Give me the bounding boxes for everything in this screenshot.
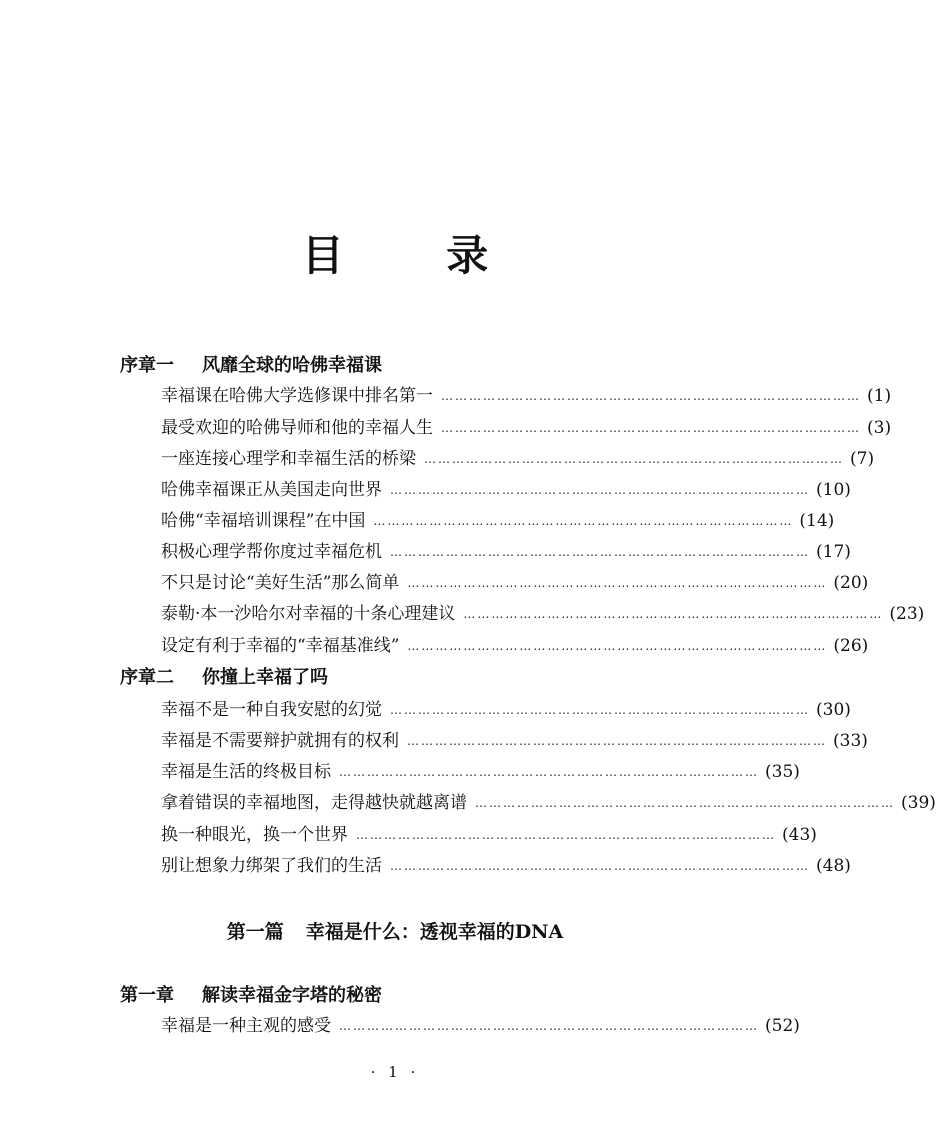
section-number: 第一章 <box>120 985 174 1006</box>
dot-leader: ……………………………………………………………………………… <box>407 576 828 590</box>
toc-entry[interactable] <box>161 446 875 472</box>
dot-leader: ……………………………………………………………………………… <box>424 452 844 466</box>
toc-entry-page: (23) <box>889 604 925 624</box>
section-title: 风靡全球的哈佛幸福课 <box>202 355 382 376</box>
toc-entry-title: 不只是讨论“美好生活”那么简单 <box>161 573 400 593</box>
toc-entry-page: (26) <box>833 636 869 656</box>
part-number: 第一篇 <box>226 921 284 943</box>
toc-entry-title: 拿着错误的幸福地图，走得越快就越离谱 <box>161 793 467 813</box>
dot-leader: ……………………………………………………………………………… <box>390 859 810 873</box>
toc-entry[interactable] <box>161 790 936 816</box>
toc-entry-page: (3) <box>867 418 892 438</box>
toc-entry-title: 幸福不是一种自我安慰的幻觉 <box>161 700 382 720</box>
dot-leader: ……………………………………………………………………………… <box>373 514 794 528</box>
toc-entry[interactable] <box>161 383 892 409</box>
toc-entry[interactable] <box>161 633 869 659</box>
dot-leader: ……………………………………………………………………………… <box>407 734 827 748</box>
toc-entry-title: 换一种眼光，换一个世界 <box>161 825 348 845</box>
toc-entry-page: (52) <box>765 1016 800 1036</box>
toc-entry-title: 设定有利于幸福的“幸福基准线” <box>161 636 400 656</box>
toc-entry-title: 一座连接心理学和幸福生活的桥梁 <box>161 449 416 469</box>
toc-entry-title: 最受欢迎的哈佛导师和他的幸福人生 <box>161 418 433 438</box>
toc-entry-title: 积极心理学帮你度过幸福危机 <box>161 542 382 562</box>
toc-entry-page: (1) <box>867 386 892 406</box>
toc-entry-page: (10) <box>816 480 851 500</box>
section-heading <box>120 353 382 379</box>
dot-leader: ……………………………………………………………………………… <box>339 765 759 779</box>
dot-leader: ……………………………………………………………………………… <box>407 639 828 653</box>
toc-entry[interactable] <box>161 822 817 848</box>
toc-entry-page: (48) <box>816 856 851 876</box>
dot-leader: ……………………………………………………………………………… <box>441 421 861 435</box>
toc-entry-title: 幸福是不需要辩护就拥有的权利 <box>161 731 399 751</box>
toc-entry-page: (17) <box>816 542 851 562</box>
toc-entry[interactable] <box>161 759 800 785</box>
toc-entry[interactable] <box>161 570 869 596</box>
toc-entry-title: 幸福是生活的终极目标 <box>161 762 331 782</box>
dot-leader: ……………………………………………………………………………… <box>463 607 884 621</box>
toc-entry-page: (30) <box>816 700 851 720</box>
toc-entry-title: 哈佛幸福课正从美国走向世界 <box>161 480 382 500</box>
toc-entry[interactable] <box>161 728 868 754</box>
dot-leader: ……………………………………………………………………………… <box>441 389 861 403</box>
toc-entry[interactable] <box>161 853 851 879</box>
section-title: 解读幸福金字塔的秘密 <box>202 985 382 1006</box>
toc-entry-page: (14) <box>799 511 835 531</box>
toc-entry-title: 别让想象力绑架了我们的生活 <box>161 856 382 876</box>
toc-entry[interactable] <box>161 601 925 627</box>
section-number: 序章一 <box>120 355 174 376</box>
section-heading <box>120 983 382 1009</box>
toc-entry-title: 幸福是一种主观的感受 <box>161 1016 331 1036</box>
dot-leader: ……………………………………………………………………………… <box>356 828 776 842</box>
section-heading <box>120 665 328 691</box>
dot-leader: ……………………………………………………………………………… <box>475 796 895 810</box>
section-title: 你撞上幸福了吗 <box>202 667 328 688</box>
dot-leader: ……………………………………………………………………………… <box>390 545 810 559</box>
toc-entry-page: (33) <box>833 731 868 751</box>
toc-entry-page: (39) <box>901 793 936 813</box>
dot-leader: ……………………………………………………………………………… <box>390 703 810 717</box>
toc-entry-title: 哈佛“幸福培训课程”在中国 <box>161 511 366 531</box>
toc-entry-title: 幸福课在哈佛大学选修课中排名第一 <box>161 386 433 406</box>
part-title: 幸福是什么：透视幸福的DNA <box>305 921 564 943</box>
dot-leader: ……………………………………………………………………………… <box>339 1019 759 1033</box>
part-heading <box>0 918 790 946</box>
toc-entry[interactable] <box>161 508 835 534</box>
page-title: 目 录 <box>301 231 533 280</box>
toc-entry[interactable] <box>161 539 851 565</box>
toc-entry-title: 泰勒·本一沙哈尔对幸福的十条心理建议 <box>161 604 456 624</box>
toc-entry-page: (20) <box>833 573 869 593</box>
toc-entry-page: (7) <box>850 449 875 469</box>
dot-leader: ……………………………………………………………………………… <box>390 483 810 497</box>
section-number: 序章二 <box>120 667 174 688</box>
toc-entry-page: (35) <box>765 762 800 782</box>
page-number: · 1 · <box>370 1063 420 1081</box>
toc-entry[interactable] <box>161 697 851 723</box>
toc-entry[interactable] <box>161 415 892 441</box>
toc-entry-page: (43) <box>782 825 817 845</box>
toc-entry[interactable] <box>161 477 851 503</box>
toc-entry[interactable] <box>161 1013 800 1039</box>
